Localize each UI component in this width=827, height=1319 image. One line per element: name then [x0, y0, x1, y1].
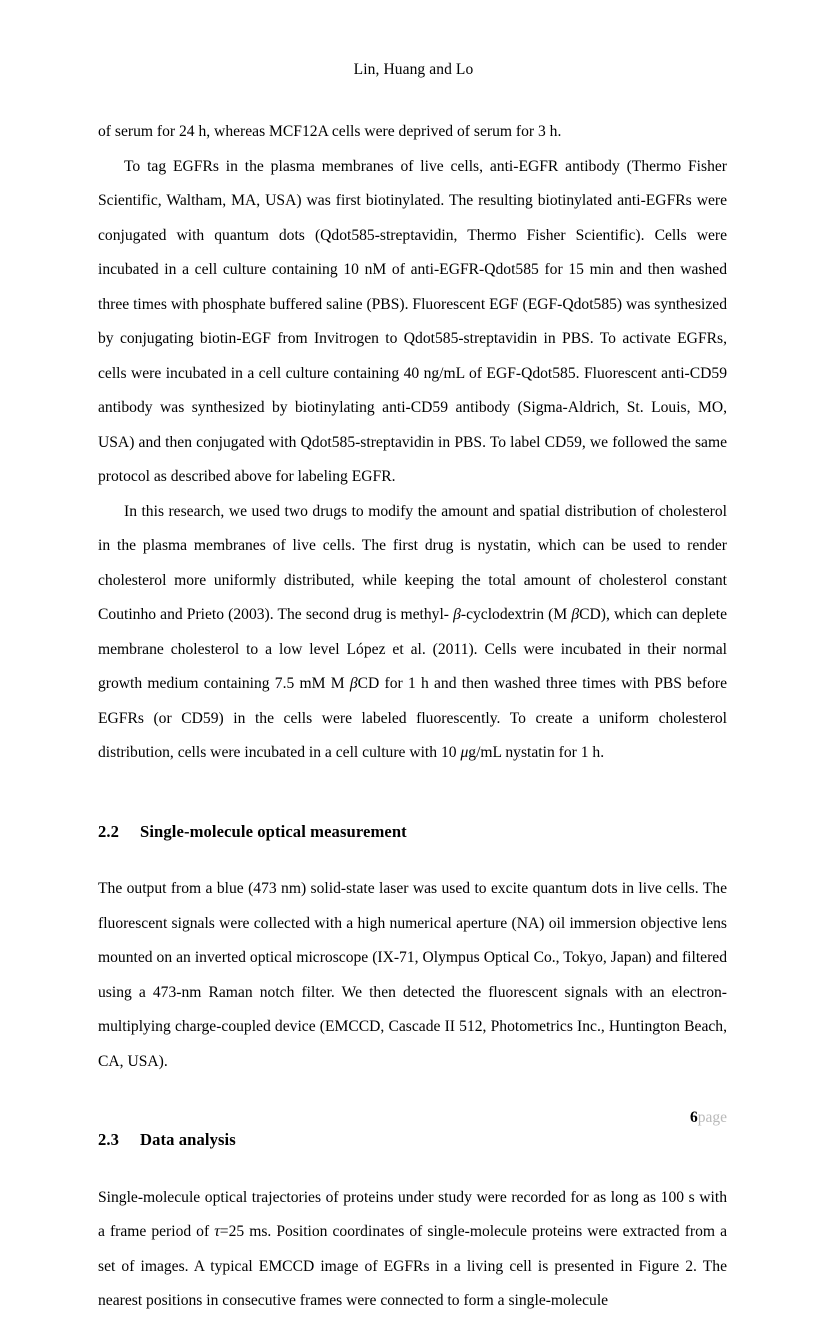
running-header: Lin, Huang and Lo: [353, 61, 474, 78]
beta-symbol-2: β: [571, 606, 580, 623]
paragraph-optical-measurement: The output from a blue (473 nm) solid-state laser was used to excite quantum dots in live cells. The fluorescent signals were collected with a high numerical aperture (NA) oil immersion objective lens mounted on an inverted optical microscope (IX-71, Olympus Optical Co., Tokyo, Japan) and filtered using a 473-nm Raman notch filter. We then detected the fluorescent signals with an electron-multiplying charge-coupled device (EMCCD, Cascade II 512, Photometrics Inc., Huntington Beach, CA, USA).: [98, 880, 727, 1070]
spacer-before-section-2-2: [98, 771, 727, 824]
spacer-after-section-2-2: [98, 840, 727, 872]
page-footer: [98, 1110, 727, 1126]
drugs-text-part3: CD), which can deplete membrane cholesterol to a low level López et al. (2011). Cells were incubated in their normal growth medium containing 7.5 mM M: [98, 606, 727, 692]
paragraph-data-analysis: [98, 1181, 727, 1319]
footer-page-label: page: [697, 1109, 727, 1126]
mu-symbol: μ: [460, 744, 469, 761]
section-title-2-2: Single-molecule optical measurement: [140, 821, 407, 841]
drugs-text-part5: g/mL nystatin for 1 h.: [468, 744, 605, 761]
drugs-text-part1: In this research, we used two drugs to modify the amount and spatial distribution of cholesterol in the plasma membranes of live cells. The first drug is nystatin, which can be used to render cholesterol more uniformly distributed, while keeping the total amount of cholesterol constant Coutinho and Prieto (2003). The second drug is methyl-: [98, 502, 727, 623]
paragraph-drugs-cholesterol: [98, 495, 727, 771]
footer-page-number: 6: [689, 1109, 698, 1126]
tau-symbol: τ: [214, 1223, 220, 1241]
beta-symbol-3: β: [349, 675, 358, 692]
paragraph-continued-serum: of serum for 24 h, whereas MCF12A cells were deprived of serum for 3 h.: [98, 123, 562, 140]
page-body: [98, 115, 727, 1319]
drugs-text-part2: -cyclodextrin (M: [460, 606, 572, 623]
data-analysis-part2: =25 ms. Position coordinates of single-molecule proteins were extracted from a set of images. A typical EMCCD image of EGFRs in a living cell is presented in Figure 2. The nearest positions in consecutive frames were connected to form a single-molecule: [98, 1223, 727, 1310]
section-number-2-3: 2.3: [98, 1130, 120, 1150]
data-analysis-part1: Single-molecule optical trajectories of proteins under study were recorded for as long as 100 s with a frame period of: [98, 1188, 727, 1241]
section-title-2-3: Data analysis: [140, 1130, 236, 1150]
section-heading-2-2: [98, 821, 727, 841]
section-heading-2-3: [98, 1132, 727, 1149]
drugs-text-part4: CD for 1 h and then washed three times with PBS before EGFRs (or CD59) in the cells were labeled fluorescently. To create a uniform cholesterol distribution, cells were incubated in a cell culture with 10: [98, 675, 727, 761]
beta-symbol-1: β: [453, 606, 461, 623]
section-number-2-2: 2.2: [98, 821, 120, 841]
spacer-after-section-2-3: [98, 1149, 727, 1181]
paragraph-egfr-tagging: To tag EGFRs in the plasma membranes of live cells, anti-EGFR antibody (Thermo Fisher Scientific, Waltham, MA, USA) was first biotinylated. The resulting biotinylated anti-EGFRs were conjugated with quantum dots (Qdot585-streptavidin, Thermo Fisher Scientific). Cells were incubated in a cell culture containing 10 nM of anti-EGFR-Qdot585 for 15 min and then washed three times with phosphate buffered saline (PBS). Fluorescent EGF (EGF-Qdot585) was synthesized by conjugating biotin-EGF from Invitrogen to Qdot585-streptavidin in PBS. To activate EGFRs, cells were incubated in a cell culture containing 40 ng/mL of EGF-Qdot585. Fluorescent anti-CD59 antibody was synthesized by biotinylating anti-CD59 antibody (Sigma-Aldrich, St. Louis, MO, USA) and then conjugated with Qdot585-streptavidin in PBS. To label CD59, we followed the same protocol as described above for labeling EGFR.: [98, 157, 727, 485]
